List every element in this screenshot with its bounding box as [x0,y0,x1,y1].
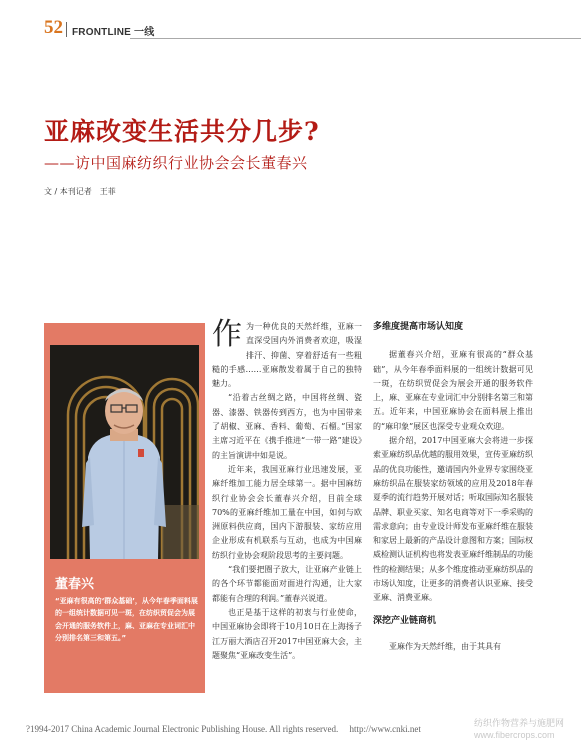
body-paragraph: 据董春兴介绍，亚麻有很高的“群众基础”，从今年春季面料展的一组统计数据可见一斑，在纺织贸促会为展会开通的服务软件上，麻、亚麻在专业词汇中分别排名第三和第五。近年来，中国亚麻协会在面料展上推出的“麻印象”展区也深受专业观众欢迎。 [373,350,533,431]
header-separator [66,22,67,37]
watermark-text: 纺织作物营养与施肥网 [474,718,565,728]
profile-quote: “亚麻有很高的‘群众基础’，从今年春季面料展的一组统计数据可见一斑，在纺织贸促会为展会开通的服务软件上，麻、亚麻在专业词汇中分别排名第三和第五。” [55,597,198,642]
page-header [0,0,581,58]
paragraph-text: 为一种优良的天然纤维，亚麻一直深受国内外消费者欢迎，吸湿排汗、抑菌、穿着舒适有一些粗糙的手感……亚麻散发着属于自己的独特魅力。 [212,322,362,389]
section-heading: 深挖产业链商机 [373,615,437,626]
profile-box [44,323,205,693]
copyright-footer: ?1994-2017 China Academic Journal Electronic Publishing House. All rights reserved. http://www.cnki.net [26,724,421,734]
body-paragraph: 也正是基于这样的初衷与行业使命，中国亚麻协会即将于10月10日在上海扬子江万丽大酒店召开2017中国亚麻大会，主题聚焦“亚麻改变生活”。 [212,607,362,660]
section-heading: 多维度提高市场认知度 [373,322,464,332]
section-label: FRONTLINE 一线 [72,27,155,38]
body-paragraph [212,317,362,391]
body-paragraph: “我们要把圈子放大，让亚麻产业链上的各个环节都能面对面进行沟通，让大家都能有合理的利润。”董春兴说道。 [212,565,362,603]
watermark-url: www.fibercrops.com [474,730,555,740]
portrait-illustration [50,345,199,559]
profile-name: 董春兴 [55,577,95,592]
article-subtitle: ——访中国麻纺织行业协会会长董春兴 [44,154,308,172]
body-column-1 [212,317,362,663]
dropcap: 作 [212,317,242,352]
article-title: 亚麻改变生活共分几步? [44,117,320,146]
body-paragraph: 据介绍，2017中国亚麻大会将进一步探索亚麻纺织品优越的服用效果，宣传亚麻纺织品的优良功能性，邀请国内外业界专家围绕亚麻纺织品在服装家纺领域的应用及2018年春夏季的流行趋势开展对话；听取国际知名服装品牌、职业买家、知名电商等对下一季采购的需求意向；由专业设计师发布亚麻纤维在服装和家居上最新的产品设计意图和方案；国际权威检测认证机构也将发表亚麻纤维制品的功能性的检测结果；从多个维度推动亚麻纺织品的市场认知度，让更多的消费者认识亚麻、接受亚麻、消费亚麻。 [373,436,533,603]
body-paragraph: “沿着古丝绸之路，中国将丝绸、瓷器、漆器、铁器传到西方，也为中国带来了胡椒、亚麻、香料、葡萄、石榴。”国家主席习近平在《携手推进“一带一路”建设》的主旨演讲中如是说。 [212,393,362,460]
portrait-photo [50,345,199,559]
body-paragraph: 亚麻作为天然纤维，由于其具有 [389,641,501,651]
page-number: 52 [44,17,63,38]
byline: 文 / 本刊记者 王菲 [44,187,116,196]
header-rule [130,38,581,39]
body-column-2 [373,320,533,654]
body-paragraph: 近年来，我国亚麻行业迅速发展，亚麻纤维加工能力居全球第一。据中国麻纺织行业协会会长董春兴介绍，目前全球70%的亚麻纤维加工量在中国，如何与欧洲原料供应商，国内下游服装、家纺应用企业形成有机联系与互动，也成为中国麻纺织行业协会观阶段思考的主要问题。 [212,464,362,560]
